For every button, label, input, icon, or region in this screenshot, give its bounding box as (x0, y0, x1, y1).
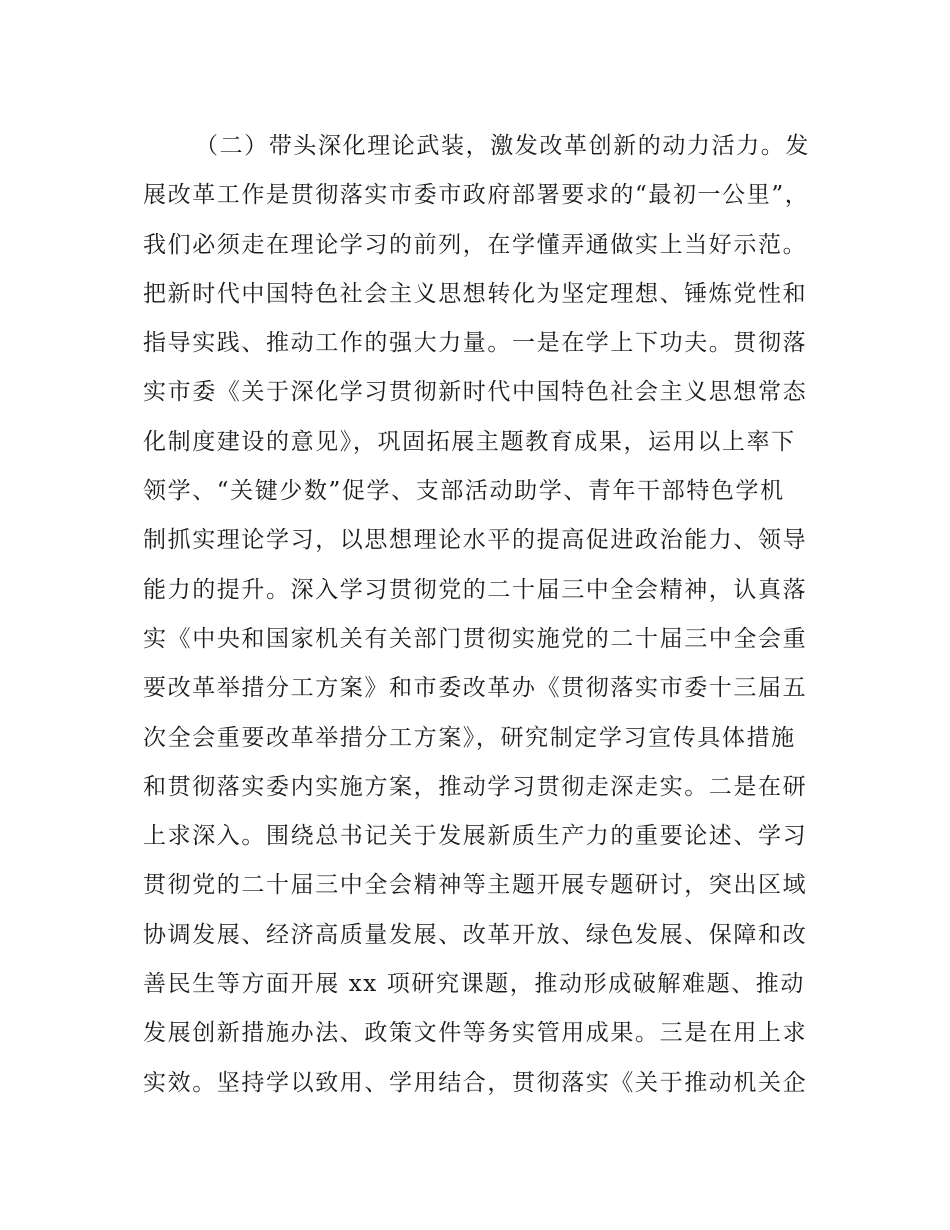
text-line: 协调发展、经济高质量发展、改革开放、绿色发展、保障和改 (143, 921, 808, 948)
text-line: 制抓实理论学习，以思想理论水平的提高促进政治能力、领导 (143, 527, 808, 554)
text-line: 贯彻党的二十届三中全会精神等主题开展专题研讨，突出区域 (143, 872, 808, 899)
text-line: 化制度建设的意见》，巩固拓展主题教育成果，运用以上率下 (143, 428, 796, 455)
text-line: 要改革举措分工方案》和市委改革办《贯彻落实市委十三届五 (143, 675, 808, 702)
text-line: 把新时代中国特色社会主义思想转化为坚定理想、锤炼党性和 (143, 280, 808, 307)
text-line: 我们必须走在理论学习的前列，在学懂弄通做实上当好示范。 (143, 231, 808, 258)
text-line: 实效。坚持学以致用、学用结合，贯彻落实《关于推动机关企 (143, 1069, 808, 1096)
text-line: 次全会重要改革举措分工方案》，研究制定学习宣传具体措施 (143, 724, 796, 751)
text-line: 上求深入。围绕总书记关于发展新质生产力的重要论述、学习 (143, 823, 808, 850)
text-line: 实《中央和国家机关有关部门贯彻实施党的二十届三中全会重 (143, 625, 808, 652)
text-line: （二）带头深化理论武装，激发改革创新的动力活力。发 (195, 133, 810, 159)
text-line: 实市委《关于深化学习贯彻新时代中国特色社会主义思想常态 (143, 379, 808, 406)
text-line: 能力的提升。深入学习贯彻党的二十届三中全会精神，认真落 (143, 576, 808, 603)
text-line: 展改革工作是贯彻落实市委市政府部署要求的“最初一公里”， (143, 182, 810, 209)
text-line: 发展创新措施办法、政策文件等务实管用成果。三是在用上求 (143, 1020, 808, 1047)
body-paragraph (143, 122, 823, 1108)
text-line: 和贯彻落实委内实施方案，推动学习贯彻走深走实。二是在研 (143, 773, 808, 800)
text-line: 领学、“关键少数”促学、支部活动助学、青年干部特色学机 (143, 478, 785, 505)
text-line: 善民生等方面开展 xx 项研究课题，推动形成破解难题、推动 (143, 971, 805, 998)
text-line: 指导实践、推动工作的强大力量。一是在学上下功夫。贯彻落 (143, 330, 808, 357)
